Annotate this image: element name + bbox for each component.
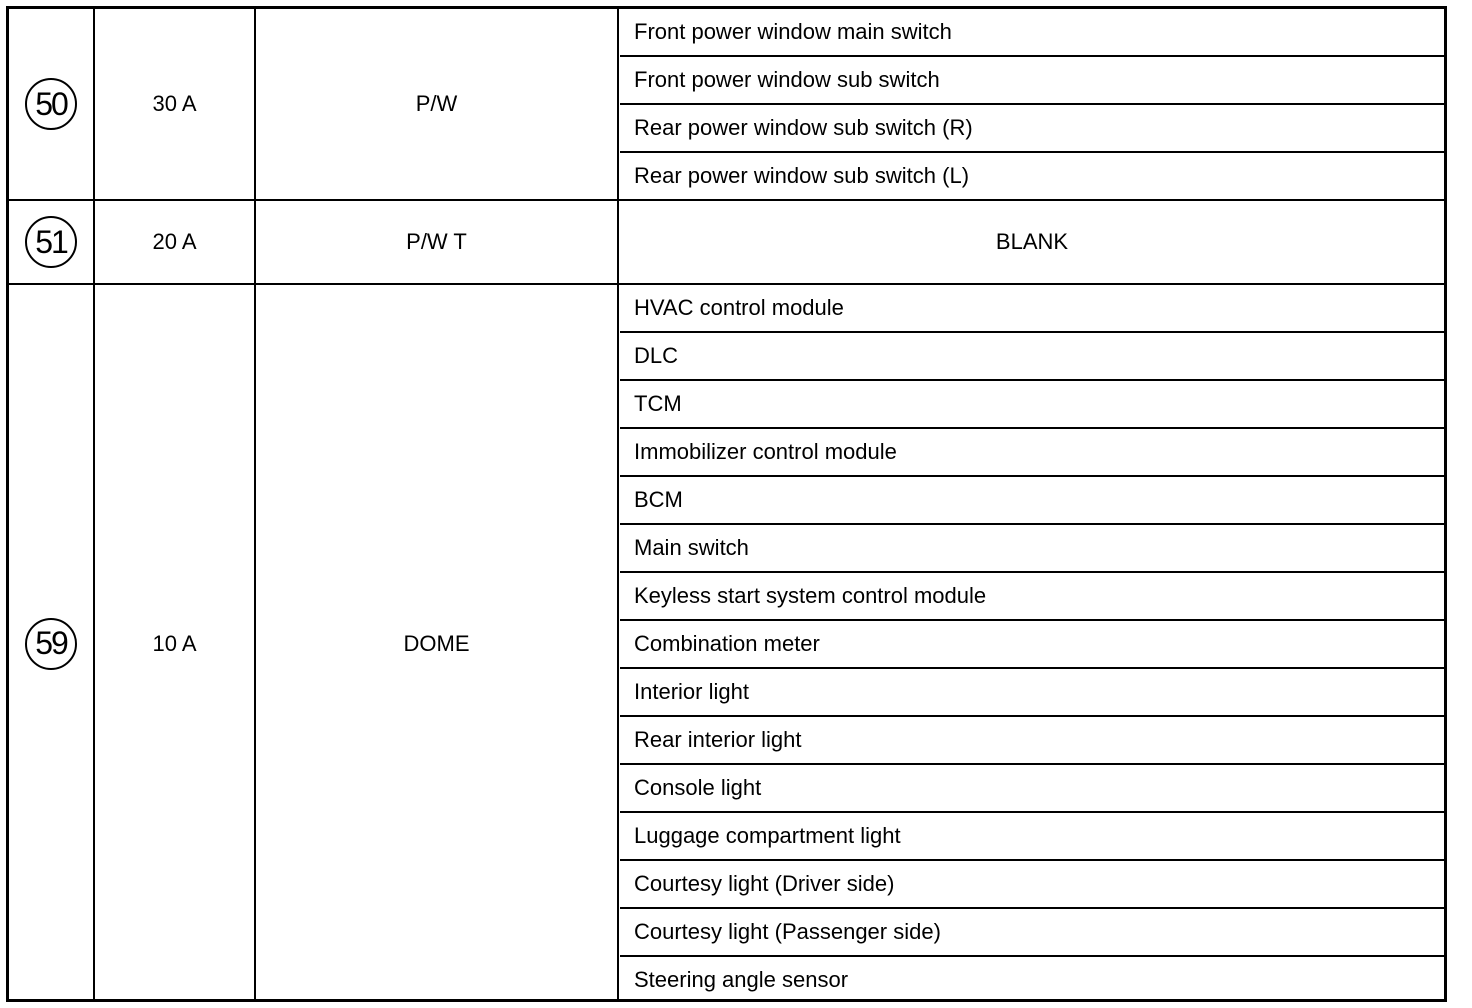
fuse-number-cell [9,285,93,1002]
circuit-item: Front power window sub switch [634,67,940,92]
circuit-item: Main switch [634,535,749,560]
signal-name-cell: P/W T [406,229,467,254]
amperage-cell: 20 A [152,229,197,254]
circuit-item: BLANK [995,229,1069,254]
circuit-item: Console light [634,775,762,800]
circuit-item: HVAC control module [634,295,844,320]
amperage-cell: 30 A [152,91,197,116]
circuit-item: Rear power window sub switch (L) [634,163,970,188]
amperage-cell: 10 A [152,630,197,656]
circuit-item: Courtesy light (Driver side) [634,871,895,896]
circuit-item: Rear power window sub switch (R) [634,115,973,140]
circuit-item: Steering angle sensor [634,966,849,992]
circuit-item: Courtesy light (Passenger side) [634,919,941,944]
signal-name-cell: P/W [415,91,458,116]
fuse-number-cell [9,9,93,199]
circuit-item: BCM [634,487,683,512]
circuit-item: Immobilizer control module [634,439,897,464]
circuit-item: Keyless start system control module [634,583,987,608]
circuit-item: Combination meter [634,631,820,656]
circuit-item: TCM [634,391,682,416]
circuit-item: Interior light [634,679,749,704]
circuit-item: DLC [634,343,679,368]
fuse-number-cell [9,201,93,283]
circuit-item: Rear interior light [634,727,802,752]
circuit-item: Luggage compartment light [634,823,901,848]
fuse-number-badge: 59 [25,618,77,670]
signal-name-cell: DOME [403,630,470,656]
fuse-table [6,6,1447,1002]
fuse-number-badge: 50 [25,78,77,130]
column-divider [617,9,619,999]
fuse-number-badge: 51 [25,216,77,268]
circuit-item: Front power window main switch [634,19,952,44]
